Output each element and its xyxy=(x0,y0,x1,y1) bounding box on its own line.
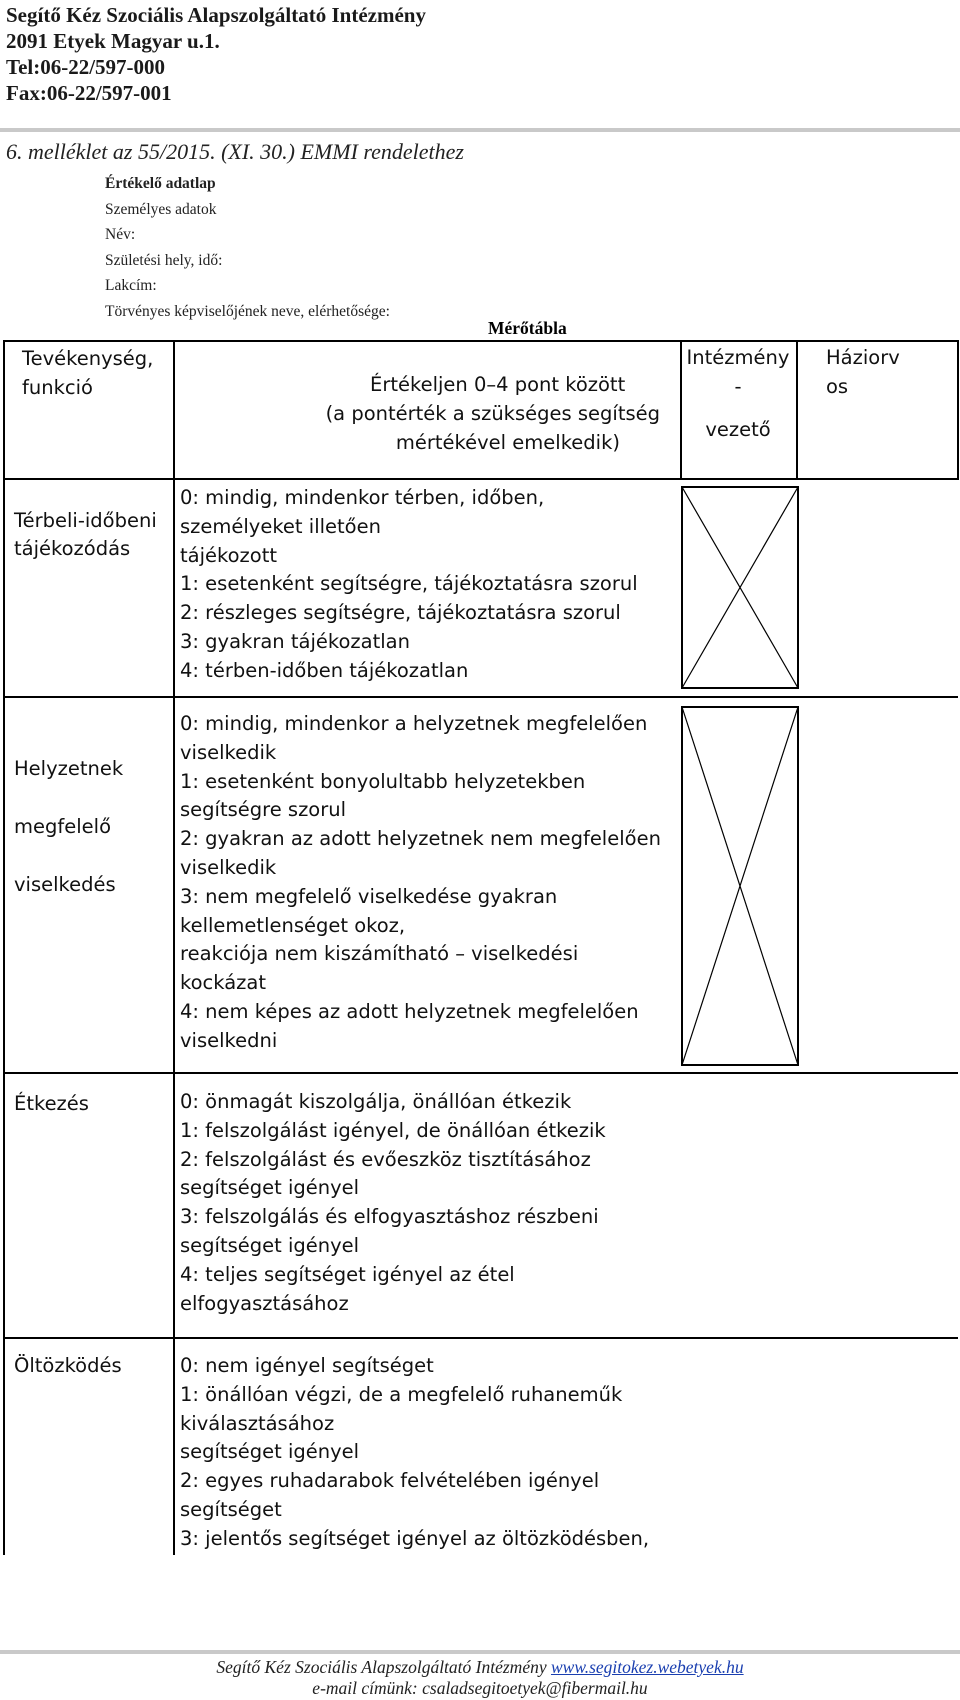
description-dressing xyxy=(180,1352,649,1554)
description-line: 1: esetenként segítségre, tájékoztatásra szorul xyxy=(180,572,638,596)
activity-line: Helyzetnek xyxy=(14,757,124,780)
personal-data-block xyxy=(105,171,390,324)
header-activity-line: Tevékenység, xyxy=(22,347,154,370)
footer-line-1 xyxy=(0,1657,960,1678)
table-border-top xyxy=(3,340,958,342)
personal-section-label: Személyes adatok xyxy=(105,200,217,218)
activity-line: Étkezés xyxy=(14,1092,89,1115)
description-line: viselkedik xyxy=(180,855,277,879)
description-line: 3: gyakran tájékozatlan xyxy=(180,629,410,653)
description-line: 2: gyakran az adott helyzetnek nem megfelelően xyxy=(180,827,661,851)
field-guardian: Törvényes képviselőjének neve, elérhetősége: xyxy=(105,302,390,320)
activity-behavior xyxy=(14,740,123,914)
header-activity-line: funkció xyxy=(22,376,93,399)
description-line: segítséget igényel xyxy=(180,1233,360,1257)
field-birth: Születési hely, idő: xyxy=(105,251,223,269)
table-col-divider xyxy=(796,340,798,480)
header-manager-line: - xyxy=(734,375,742,398)
description-line: 4: térben-időben tájékozatlan xyxy=(180,658,469,682)
table-border-left xyxy=(3,340,5,1555)
header-scale-line: Értékeljen 0–4 pont között xyxy=(370,373,626,396)
description-line: 3: nem megfelelő viselkedése gyakran xyxy=(180,884,558,908)
activity-eating xyxy=(14,1090,89,1118)
field-name: Név: xyxy=(105,226,136,243)
description-eating xyxy=(180,1088,606,1318)
header-home-line: os xyxy=(826,375,849,398)
header-manager-line: Intézmény xyxy=(686,346,790,369)
description-line: 1: esetenként bonyolultabb helyzetekben xyxy=(180,769,586,793)
header-manager-line: vezető xyxy=(705,418,771,441)
activity-orientation xyxy=(14,507,157,563)
description-line: kellemetlenséget okoz, xyxy=(180,913,406,937)
description-line: 0: mindig, mindenkor térben, időben, xyxy=(180,486,545,509)
description-line: kockázat xyxy=(180,971,266,995)
header-scale xyxy=(250,370,660,457)
activity-line: Öltözködés xyxy=(14,1354,122,1377)
table-header-bottom xyxy=(3,478,958,480)
activity-line: Térbeli-időbeni xyxy=(14,509,157,532)
row-divider xyxy=(3,696,958,698)
crossed-out-cell xyxy=(680,485,800,690)
activity-line: megfelelő xyxy=(14,815,111,838)
field-address: Lakcím: xyxy=(105,277,157,294)
footer-divider xyxy=(0,1650,960,1654)
description-line: viselkedni xyxy=(180,1028,278,1052)
table-title: Mérőtábla xyxy=(488,318,567,338)
row-divider xyxy=(3,1337,958,1339)
row-divider xyxy=(3,1072,958,1074)
footer-org-name: Segítő Kéz Szociális Alapszolgáltató Intézmény xyxy=(216,1657,547,1677)
table-col-divider xyxy=(173,480,175,1555)
form-title: Értékelő adatlap xyxy=(105,175,216,192)
activity-line: tájékozódás xyxy=(14,537,131,560)
organization-header xyxy=(6,2,706,106)
description-line: 3: felszolgálás és elfogyasztáshoz részbeni xyxy=(180,1205,599,1229)
description-line: segítséget xyxy=(180,1497,282,1521)
org-fax: Fax:06-22/597-001 xyxy=(6,81,172,105)
description-line: tájékozott xyxy=(180,543,277,567)
activity-dressing xyxy=(14,1352,122,1380)
description-line: 0: nem igényel segítséget xyxy=(180,1354,434,1377)
header-divider xyxy=(0,128,960,132)
description-line: segítséget igényel xyxy=(180,1176,360,1200)
org-phone: Tel:06-22/597-000 xyxy=(6,55,166,79)
decree-reference: 6. melléklet az 55/2015. (XI. 30.) EMMI rendelethez xyxy=(6,139,464,164)
table-col-divider xyxy=(173,340,175,480)
header-scale-line: (a pontérték a szükséges segítség xyxy=(325,402,660,425)
header-home-doctor xyxy=(826,343,900,401)
activity-line: viselkedés xyxy=(14,873,116,896)
table-col-divider xyxy=(680,340,682,480)
description-line: 4: teljes segítséget igényel az étel xyxy=(180,1262,515,1286)
org-address: 2091 Etyek Magyar u.1. xyxy=(6,29,220,53)
header-activity xyxy=(22,344,153,402)
header-home-line: Háziorv xyxy=(826,346,900,369)
description-behavior xyxy=(180,710,661,1056)
description-line: segítségre szorul xyxy=(180,798,347,822)
header-manager xyxy=(686,343,790,444)
description-line: 0: önmagát kiszolgálja, önállóan étkezik xyxy=(180,1090,572,1113)
description-line: 2: egyes ruhadarabok felvételében igényel xyxy=(180,1469,600,1493)
description-line: viselkedik xyxy=(180,740,277,764)
description-line: 0: mindig, mindenkor a helyzetnek megfelelően xyxy=(180,712,648,735)
website-link[interactable]: www.segitokez.webetyek.hu xyxy=(550,1657,744,1677)
description-line: 1: önállóan végzi, de a megfelelő ruhaneműk xyxy=(180,1382,623,1406)
description-line: személyeket illetően xyxy=(180,514,381,538)
description-line: kiválasztásához xyxy=(180,1411,335,1435)
table-border-right xyxy=(957,340,959,480)
crossed-out-cell xyxy=(680,705,800,1067)
header-scale-line: mértékével emelkedik) xyxy=(395,431,620,454)
description-line: segítséget igényel xyxy=(180,1440,360,1464)
description-line: 1: felszolgálást igényel, de önállóan étkezik xyxy=(180,1118,606,1142)
org-name: Segítő Kéz Szociális Alapszolgáltató Intézmény xyxy=(6,3,426,27)
footer-email: e-mail címünk: csaladsegitoetyek@fibermail.hu xyxy=(312,1678,648,1698)
description-line: reakciója nem kiszámítható – viselkedési xyxy=(180,942,579,966)
description-line: 2: felszolgálást és evőeszköz tisztításához xyxy=(180,1147,591,1171)
description-line: 4: nem képes az adott helyzetnek megfelelően xyxy=(180,999,639,1023)
description-orientation xyxy=(180,484,638,686)
description-line: elfogyasztásához xyxy=(180,1291,349,1315)
description-line: 2: részleges segítségre, tájékoztatásra szorul xyxy=(180,601,621,625)
description-line: 3: jelentős segítséget igényel az öltözködésben, xyxy=(180,1526,650,1550)
